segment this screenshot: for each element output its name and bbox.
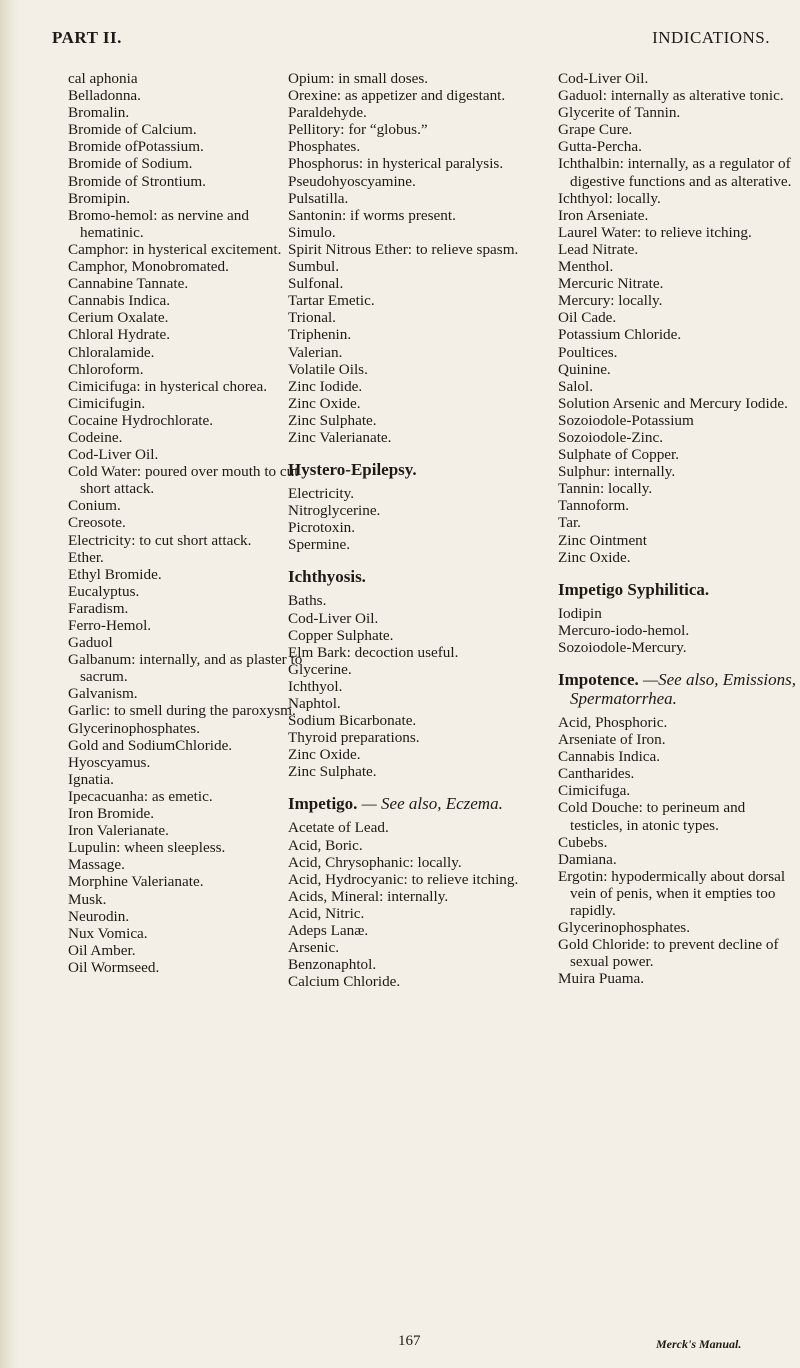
remedy-entry: Pellitory: for “globus.” (288, 121, 428, 139)
remedy-entry: Nitroglycerine. (288, 502, 381, 520)
remedy-entry: Morphine Valerianate. (68, 873, 204, 891)
remedy-entry: Sozoiodole-Potassium (558, 411, 694, 429)
remedy-entry: Phosphorus: in hysterical paralysis. (288, 155, 504, 173)
remedy-entry: Glycerinophosphates. (558, 919, 691, 937)
remedy-entry: Pseudohyoscyamine. (288, 172, 416, 190)
remedy-entry: Ergotin: hypodermically about dorsal vein of penis, when it empties too rapidly. (558, 867, 786, 920)
remedy-entry: Menthol. (558, 258, 614, 276)
remedy-entry: Paraldehyde. (288, 104, 367, 122)
remedy-entry: Hyoscyamus. (68, 753, 151, 771)
remedy-entry: Arseniate of Iron. (558, 731, 666, 749)
remedy-entry: Arsenic. (288, 939, 340, 957)
remedy-entry: Muira Puama. (558, 970, 645, 988)
remedy-entry: Ipecacuanha: as emetic. (68, 787, 213, 805)
remedy-entry: Zinc Iodide. (288, 377, 363, 395)
remedy-entry: Valerian. (288, 343, 343, 361)
remedy-entry: Faradism. (68, 599, 129, 617)
remedy-entry: Zinc Sulphate. (288, 411, 377, 429)
remedy-entry: Spirit Nitrous Ether: to relieve spasm. (288, 240, 519, 258)
remedy-entry: Grape Cure. (558, 121, 633, 139)
remedy-entry: Massage. (68, 856, 125, 874)
remedy-entry: Sulfonal. (288, 275, 344, 293)
remedy-entry: Cod-Liver Oil. (68, 446, 159, 464)
remedy-entry: Cimicifuga. (558, 782, 631, 800)
remedy-entry: Ichthyol: locally. (558, 189, 661, 207)
remedy-entry: Cubebs. (558, 833, 608, 851)
remedy-entry: Zinc Sulphate. (288, 763, 377, 781)
remedy-entry: Naphtol. (288, 695, 341, 712)
remedy-entry: Neurodin. (68, 907, 130, 925)
remedy-entry: Elm Bark: decoction useful. (288, 643, 459, 661)
header-part: PART II. (52, 28, 122, 47)
remedy-entry: Galvanism. (68, 685, 138, 703)
remedy-entry: Cold Douche: to perineum and testicles, in atonic types. (558, 799, 746, 834)
remedy-entry: Sozoiodole-Mercury. (558, 638, 687, 656)
running-header (52, 28, 770, 54)
remedy-entry: Iron Bromide. (68, 805, 155, 823)
column-1 (68, 70, 308, 976)
remedy-entry: Pulsatilla. (288, 189, 349, 207)
remedy-entry: Opium: in small doses. (288, 70, 429, 87)
see-also-note: —See also, Emissions, Spermatorrhea. (570, 670, 796, 708)
remedy-entry: Tar. (558, 514, 581, 532)
remedy-entry: Chloral Hydrate. (68, 326, 171, 344)
remedy-entry: Tannoform. (558, 497, 630, 515)
remedy-entry: Cod-Liver Oil. (288, 609, 379, 627)
remedy-entry: Ethyl Bromide. (68, 565, 162, 583)
remedy-entry: Acid, Hydrocyanic: to relieve itching. (288, 870, 519, 888)
remedy-entry: Belladonna. (68, 87, 141, 105)
remedy-entry: Copper Sulphate. (288, 626, 394, 644)
remedy-entry: Cod-Liver Oil. (558, 70, 649, 87)
remedy-entry: Gold Chloride: to prevent decline of sexual power. (558, 936, 779, 971)
section-heading (558, 580, 798, 599)
remedy-entry: Acetate of Lead. (288, 819, 389, 837)
heading-title: Impetigo. (288, 794, 358, 814)
remedy-entry: Chloroform. (68, 360, 144, 378)
remedy-entry: Mercuro-iodo-hemol. (558, 621, 690, 639)
publisher-mark: Merck's Manual. (656, 1337, 742, 1351)
remedy-entry: Zinc Oxide. (558, 548, 631, 566)
remedy-entry: Ether. (68, 548, 104, 566)
remedy-entry: Mercuric Nitrate. (558, 275, 664, 293)
remedy-entry: Cold Water: poured over mouth to cut short attack. (68, 463, 299, 498)
remedy-entry: Bromipin. (68, 189, 131, 207)
remedy-entry: Cannabis Indica. (68, 292, 171, 310)
remedy-entry: Quinine. (558, 360, 611, 378)
remedy-entry: Tartar Emetic. (288, 292, 375, 310)
remedy-entry: Cantharides. (558, 765, 635, 783)
remedy-entry: Bromide of Calcium. (68, 121, 197, 139)
remedy-entry: Bromo-hemol: as nervine and hematinic. (68, 206, 249, 241)
remedy-entry: Eucalyptus. (68, 582, 140, 600)
remedy-entry: Bromide ofPotassium. (68, 138, 204, 156)
remedy-entry: Creosote. (68, 514, 126, 532)
remedy-entry: Calcium Chloride. (288, 973, 401, 991)
remedy-entry: Cannabine Tannate. (68, 275, 189, 293)
remedy-entry: Glycerine. (288, 660, 352, 678)
remedy-entry: Gaduol: internally as alterative tonic. (558, 87, 784, 105)
remedy-entry: Oil Amber. (68, 941, 136, 959)
remedy-entry: Oil Cade. (558, 309, 617, 327)
remedy-entry: Bromide of Strontium. (68, 172, 206, 190)
heading-title: Impotence. (558, 670, 639, 689)
see-also-note: — See also, Eczema. (361, 794, 503, 814)
remedy-entry: Gold and SodiumChloride. (68, 736, 233, 754)
remedy-entry: Volatile Oils. (288, 360, 368, 378)
remedy-entry: Ichthalbin: internally, as a regulator of digestive functions and as alterative. (558, 155, 792, 190)
remedy-entry: Gutta-Percha. (558, 138, 642, 156)
page-edge-shadow (0, 0, 18, 1368)
remedy-entry: Santonin: if worms present. (288, 206, 456, 224)
remedy-entry: Acid, Phosphoric. (558, 714, 668, 731)
remedy-entry: Oil Wormseed. (68, 958, 160, 976)
remedy-entry: Cimicifuga: in hysterical chorea. (68, 377, 268, 395)
remedy-entry: Laurel Water: to relieve itching. (558, 223, 752, 241)
remedy-entry: Glycerite of Tannin. (558, 104, 681, 122)
remedy-entry: Lead Nitrate. (558, 240, 639, 258)
remedy-entry: Sulphate of Copper. (558, 446, 680, 464)
remedy-entry: Simulo. (288, 223, 336, 241)
remedy-entry: Nux Vomica. (68, 924, 148, 942)
heading-title: Impetigo Syphilitica. (558, 579, 710, 599)
remedy-entry: Sumbul. (288, 258, 340, 276)
column-3 (558, 70, 798, 988)
remedy-entry: Triphenin. (288, 326, 352, 344)
remedy-entry: Musk. (68, 890, 107, 908)
remedy-entry: Picrotoxin. (288, 519, 356, 537)
remedy-entry: Bromalin. (68, 104, 130, 122)
remedy-entry: Solution Arsenic and Mercury Iodide. (558, 394, 788, 412)
remedy-entry: Acid, Nitric. (288, 904, 365, 922)
remedy-entry: Ferro-Hemol. (68, 617, 152, 634)
section-heading (288, 567, 528, 586)
column-2 (288, 70, 528, 990)
remedy-entry: Benzonaphtol. (288, 956, 377, 974)
remedy-entry: Cocaine Hydrochlorate. (68, 411, 214, 429)
remedy-entry: Thyroid preparations. (288, 729, 420, 747)
page-number: 167 (398, 1333, 421, 1349)
header-section: INDICATIONS. (652, 28, 770, 47)
heading-title: Ichthyosis. (288, 567, 366, 587)
remedy-entry: Camphor: in hysterical excitement. (68, 240, 282, 258)
remedy-entry: Galbanum: internally, and as plaster to sacrum. (68, 651, 303, 686)
remedy-entry: Baths. (288, 592, 327, 610)
remedy-entry: Tannin: locally. (558, 480, 653, 498)
remedy-entry: Orexine: as appetizer and digestant. (288, 87, 506, 105)
remedy-entry: Phosphates. (288, 138, 361, 156)
remedy-entry: Chloralamide. (68, 343, 155, 361)
remedy-entry: Sozoiodole-Zinc. (558, 428, 664, 446)
remedy-entry: Damiana. (558, 850, 617, 868)
remedy-entry: cal aphonia (68, 70, 138, 87)
remedy-entry: Electricity: to cut short attack. (68, 531, 252, 549)
remedy-entry: Garlic: to smell during the paroxysm. (68, 702, 296, 720)
remedy-entry: Iodipin (558, 604, 602, 622)
remedy-entry: Zinc Valerianate. (288, 428, 392, 446)
remedy-entry: Acids, Mineral: internally. (288, 887, 449, 905)
remedy-entry: Sulphur: internally. (558, 463, 676, 481)
remedy-entry: Trional. (288, 309, 336, 327)
remedy-entry: Cannabis Indica. (558, 748, 661, 766)
section-heading (288, 794, 528, 813)
remedy-entry: Acid, Chrysophanic: locally. (288, 853, 462, 871)
remedy-entry: Sodium Bicarbonate. (288, 712, 417, 730)
remedy-entry: Zinc Ointment (558, 531, 647, 549)
section-heading (288, 460, 528, 479)
remedy-entry: Potassium Chloride. (558, 326, 682, 344)
remedy-entry: Ignatia. (68, 770, 114, 788)
remedy-entry: Spermine. (288, 536, 351, 554)
remedy-entry: Iron Valerianate. (68, 822, 169, 840)
remedy-entry: Cerium Oxalate. (68, 309, 169, 327)
remedy-entry: Poultices. (558, 343, 618, 361)
remedy-entry: Electricity. (288, 485, 355, 503)
remedy-entry: Gaduol (68, 634, 113, 652)
remedy-entry: Codeine. (68, 428, 123, 446)
remedy-entry: Lupulin: wheen sleepless. (68, 839, 226, 857)
remedy-entry: Zinc Oxide. (288, 746, 361, 764)
section-heading (558, 670, 798, 708)
remedy-entry: Zinc Oxide. (288, 394, 361, 412)
remedy-entry: Iron Arseniate. (558, 206, 649, 224)
remedy-entry: Cimicifugin. (68, 394, 146, 412)
remedy-entry: Camphor, Monobromated. (68, 258, 229, 276)
heading-title: Hystero-Epilepsy. (288, 460, 417, 480)
remedy-entry: Salol. (558, 377, 594, 395)
remedy-entry: Acid, Boric. (288, 836, 363, 854)
remedy-entry: Conium. (68, 497, 121, 515)
remedy-entry: Adeps Lanæ. (288, 922, 369, 940)
remedy-entry: Mercury: locally. (558, 292, 663, 310)
remedy-entry: Glycerinophosphates. (68, 719, 201, 737)
remedy-entry: Ichthyol. (288, 677, 343, 695)
remedy-entry: Bromide of Sodium. (68, 155, 193, 173)
